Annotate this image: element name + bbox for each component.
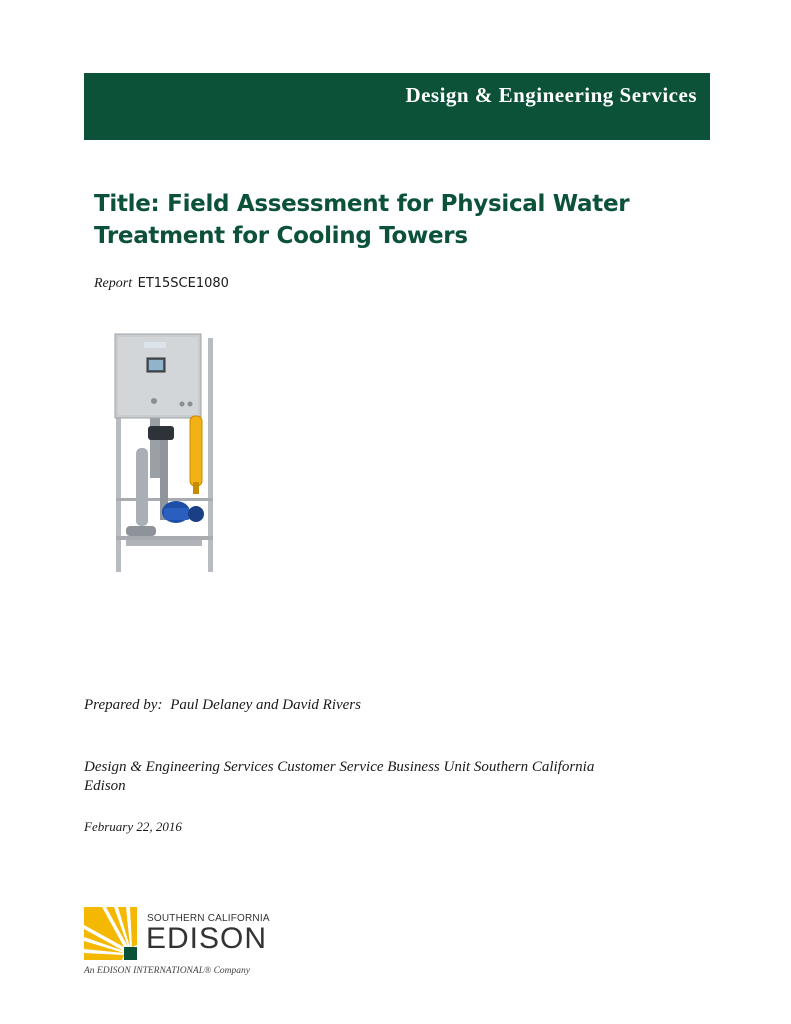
header-banner <box>84 73 710 140</box>
report-label: Report <box>94 276 133 291</box>
logo-top-text: SOUTHERN CALIFORNIA <box>147 913 270 924</box>
title-line-2: Treatment for Cooling Towers <box>94 223 468 249</box>
edison-logo-mark <box>84 907 137 960</box>
prepared-names: Paul Delaney and David Rivers <box>170 697 361 713</box>
water-treatment-unit-image <box>110 330 222 575</box>
organization <box>84 758 704 796</box>
page-title <box>94 188 694 252</box>
logo-tagline: An EDISON INTERNATIONAL® Company <box>84 966 250 976</box>
organization-line-2: Edison <box>84 778 126 794</box>
prepared-label: Prepared by: <box>84 697 163 713</box>
banner-title: Design & Engineering Services <box>405 83 697 107</box>
title-line-1: Title: Field Assessment for Physical Water <box>94 191 630 217</box>
prepared-by <box>84 697 361 714</box>
logo-name: EDISON <box>146 922 268 955</box>
report-number: ET15SCE1080 <box>137 276 229 291</box>
report-line <box>94 276 229 292</box>
report-date: February 22, 2016 <box>84 819 182 834</box>
organization-line-1: Design & Engineering Services Customer Service Business Unit Southern California <box>84 759 595 775</box>
